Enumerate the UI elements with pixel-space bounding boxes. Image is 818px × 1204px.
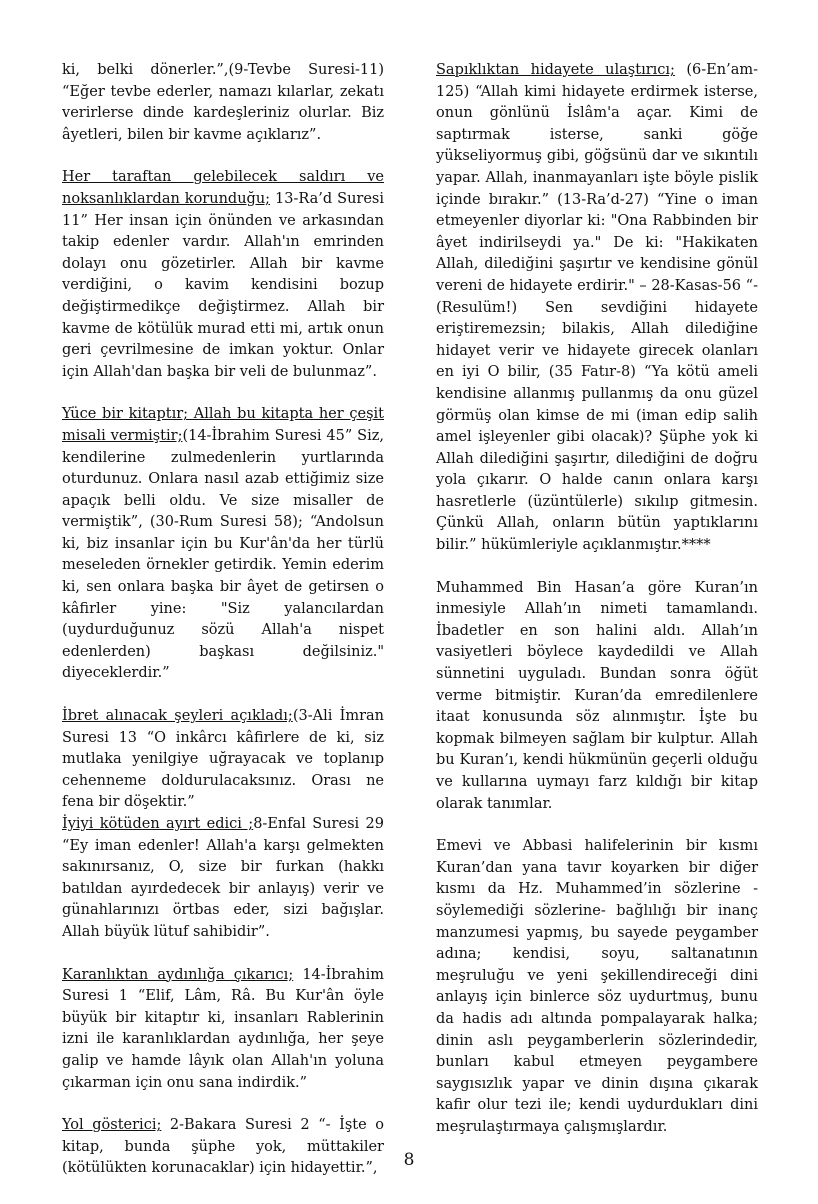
left-column: [62, 60, 384, 1180]
paragraph: [436, 60, 758, 557]
paragraph-text: (3-Ali İmran Suresi 13 “O inkârcı kâfirlere de ki, siz mutlaka yenilgiye uğrayacak ve toplanıp cehenneme doldurulacaksınız. Orası ne fena bir döşektir.”: [62, 708, 384, 811]
section-heading: Karanlıktan aydınlığa çıkarıcı;: [62, 966, 294, 983]
paragraph-text: 13-Ra’d Suresi 11” Her insan için önünden ve arkasından takip edenler vardır. Allah'ın emrinden dolayı onu gözetirler. Allah bir kavme verdiğini, o kavim kendisini bozup değiştirmedikçe değiştirmez. Allah bir kavme de kötülük murad etti mi, artık onun geri çevrilmesine de imkan yoktur. Onlar için Allah'dan başka bir veli de bulunmaz”.: [62, 190, 384, 380]
paragraph: [436, 578, 758, 816]
paragraph: [62, 404, 384, 685]
paragraph: [62, 706, 384, 814]
page-number: 8: [403, 1150, 415, 1170]
paragraph: [436, 836, 758, 1138]
paragraph: [62, 965, 384, 1095]
paragraph-text: (6-En’am-125) “Allah kimi hidayete erdirmek isterse, onun gönlünü İslâm'a açar. Kimi de saptırmak isterse, sanki göğe yükseliyormuş gibi, göğsünü dar ve sıkıntılı yapar. Allah, inanmayanları işte böyle pislik içinde bırakır.” (13-Ra’d-27) “Yine o iman etmeyenler diyorlar ki: "Ona Rabbinden bir âyet indirilseydi ya." De ki: "Hakikaten Allah, dilediğini şaşırtır ve kendisine gönül vereni de hidayete erdirir." – 28-Kasas-56 “-(Resulüm!) Sen sevdiğini hidayete eriştiremezsin; bilakis, Allah dilediğine hidayet verir ve hidayete girecek olanları en iyi O bilir, (35 Fatır-8) “Ya kötü ameli kendisine allanmış pullanmış da onu güzel görmüş olan kimse de mi (iman edip salih amel işleyenler gibi olacak)? Şüphe yok ki Allah dilediğini şaşırtır, dilediğini de doğru yola çıkarır. O halde canın onlara karşı hasretlerle (üzüntülerle) sıkılıp gitmesin. Çünkü Allah, onların bütün yaptıklarını bilir.” hükümleriyle açıklanmıştır.****: [436, 62, 758, 554]
paragraph: [62, 167, 384, 383]
section-heading: İyiyi kötüden ayırt edici ;: [62, 816, 254, 832]
paragraph-text: Muhammed Bin Hasan’a göre Kuran’ın inmesiyle Allah’ın nimeti tamamlandı. İbadetler en son halini aldı. Allah’ın vasiyetleri böylece kaydedildi ve Allah sünnetini uyguladı. Bundan sonra öğüt verme bitmiştir. Kuran’da emredilenlere itaat konusunda söz alınmıştır. İşte bu kopmak bilmeyen sağlam bir kulptur. Allah bu Kuran’ı, kendi hükmünün geçerli olduğu ve kullarına uymayı farz kıldığı bir kitap olarak tanımlar.: [436, 579, 758, 812]
paragraph: [62, 814, 384, 944]
right-column: [436, 60, 758, 1139]
paragraph-text: ki, belki dönerler.”,(9-Tevbe Suresi-11) “Eğer tevbe ederler, namazı kılarlar, zekatı verirlerse dinde kardeşleriniz olurlar. Biz âyetleri, bilen bir kavme açıklarız”.: [62, 62, 384, 143]
section-heading: Her taraftan gelebilecek saldırı ve noksanlıklardan korunduğu;: [62, 169, 384, 207]
section-heading: Yol gösterici;: [62, 1117, 162, 1134]
section-heading: Sapıklıktan hidayete ulaştırıcı;: [436, 62, 675, 78]
section-heading: İbret alınacak şeyleri açıkladı;: [62, 708, 293, 725]
section-heading: Yüce bir kitaptır; Allah bu kitapta her çeşit misali vermiştir;: [62, 406, 384, 444]
paragraph-text: 8-Enfal Suresi 29 “Ey iman edenler! Allah'a karşı gelmekten sakınırsanız, O, size bir furkan (hakkı batıldan ayırdedecek bir anlayış) verir ve günahlarınızı örtbas eder, sizi bağışlar. Allah büyük lütuf sahibidir”.: [62, 816, 384, 940]
paragraph-text: 2-Bakara Suresi 2 “- İşte o kitap, bunda şüphe yok, müttakiler (kötülükten korunacaklar) için hidayettir.”,: [62, 1117, 384, 1177]
paragraph-text: Emevi ve Abbasi halifelerinin bir kısmı Kuran’dan yana tavır koyarken bir diğer kısmı da Hz. Muhammed’in sözlerine -söylemediği sözlerine- bağlılığı bir inanç manzumesi yapmış, bu sayede peygamber adına; kendisi, soyu, saltanatının meşruluğu ve yeni şekillendireceği dini anlayış için binlerce söz uydurtmuş, bunu da hadis adı altında pompalayarak halka; dinin aslı peygamberlerin sözlerindedir, bunları kabul etmeyen peygambere saygısızlık yapar ve dinin dışına çıkarak kafir olur tezi ile; kendi uydurdukları dini meşrulaştırmaya çalışmışlardır.: [436, 838, 758, 1135]
paragraph-text: 14-İbrahim Suresi 1 “Elif, Lâm, Râ. Bu Kur'ân öyle büyük bir kitaptır ki, insanları Rablerinin izni ile karanlıklardan aydınlığa, her şeye galip ve hamde lâyık olan Allah'ın yoluna çıkarman için onu sana indirdik.”: [62, 966, 384, 1091]
paragraph: [62, 60, 384, 146]
paragraph-text: (14-İbrahim Suresi 45” Siz, kendilerine zulmedenlerin yurtlarında oturdunuz. Onlara nasıl azab ettiğimiz size apaçık belli oldu. Ve size misaller de vermiştik”, (30-Rum Suresi 58); “Andolsun ki, biz insanlar için bu Kur'ân'da her türlü meseleden örnekler getirdik. Yemin ederim ki, sen onlara başka bir âyet de getirsen o kâfirler yine: "Siz yalancılardan (uydurduğunuz sözü Allah'a nispet edenlerden) başkası değilsiniz." diyeceklerdir.”: [62, 427, 384, 682]
paragraph: [62, 1115, 384, 1180]
